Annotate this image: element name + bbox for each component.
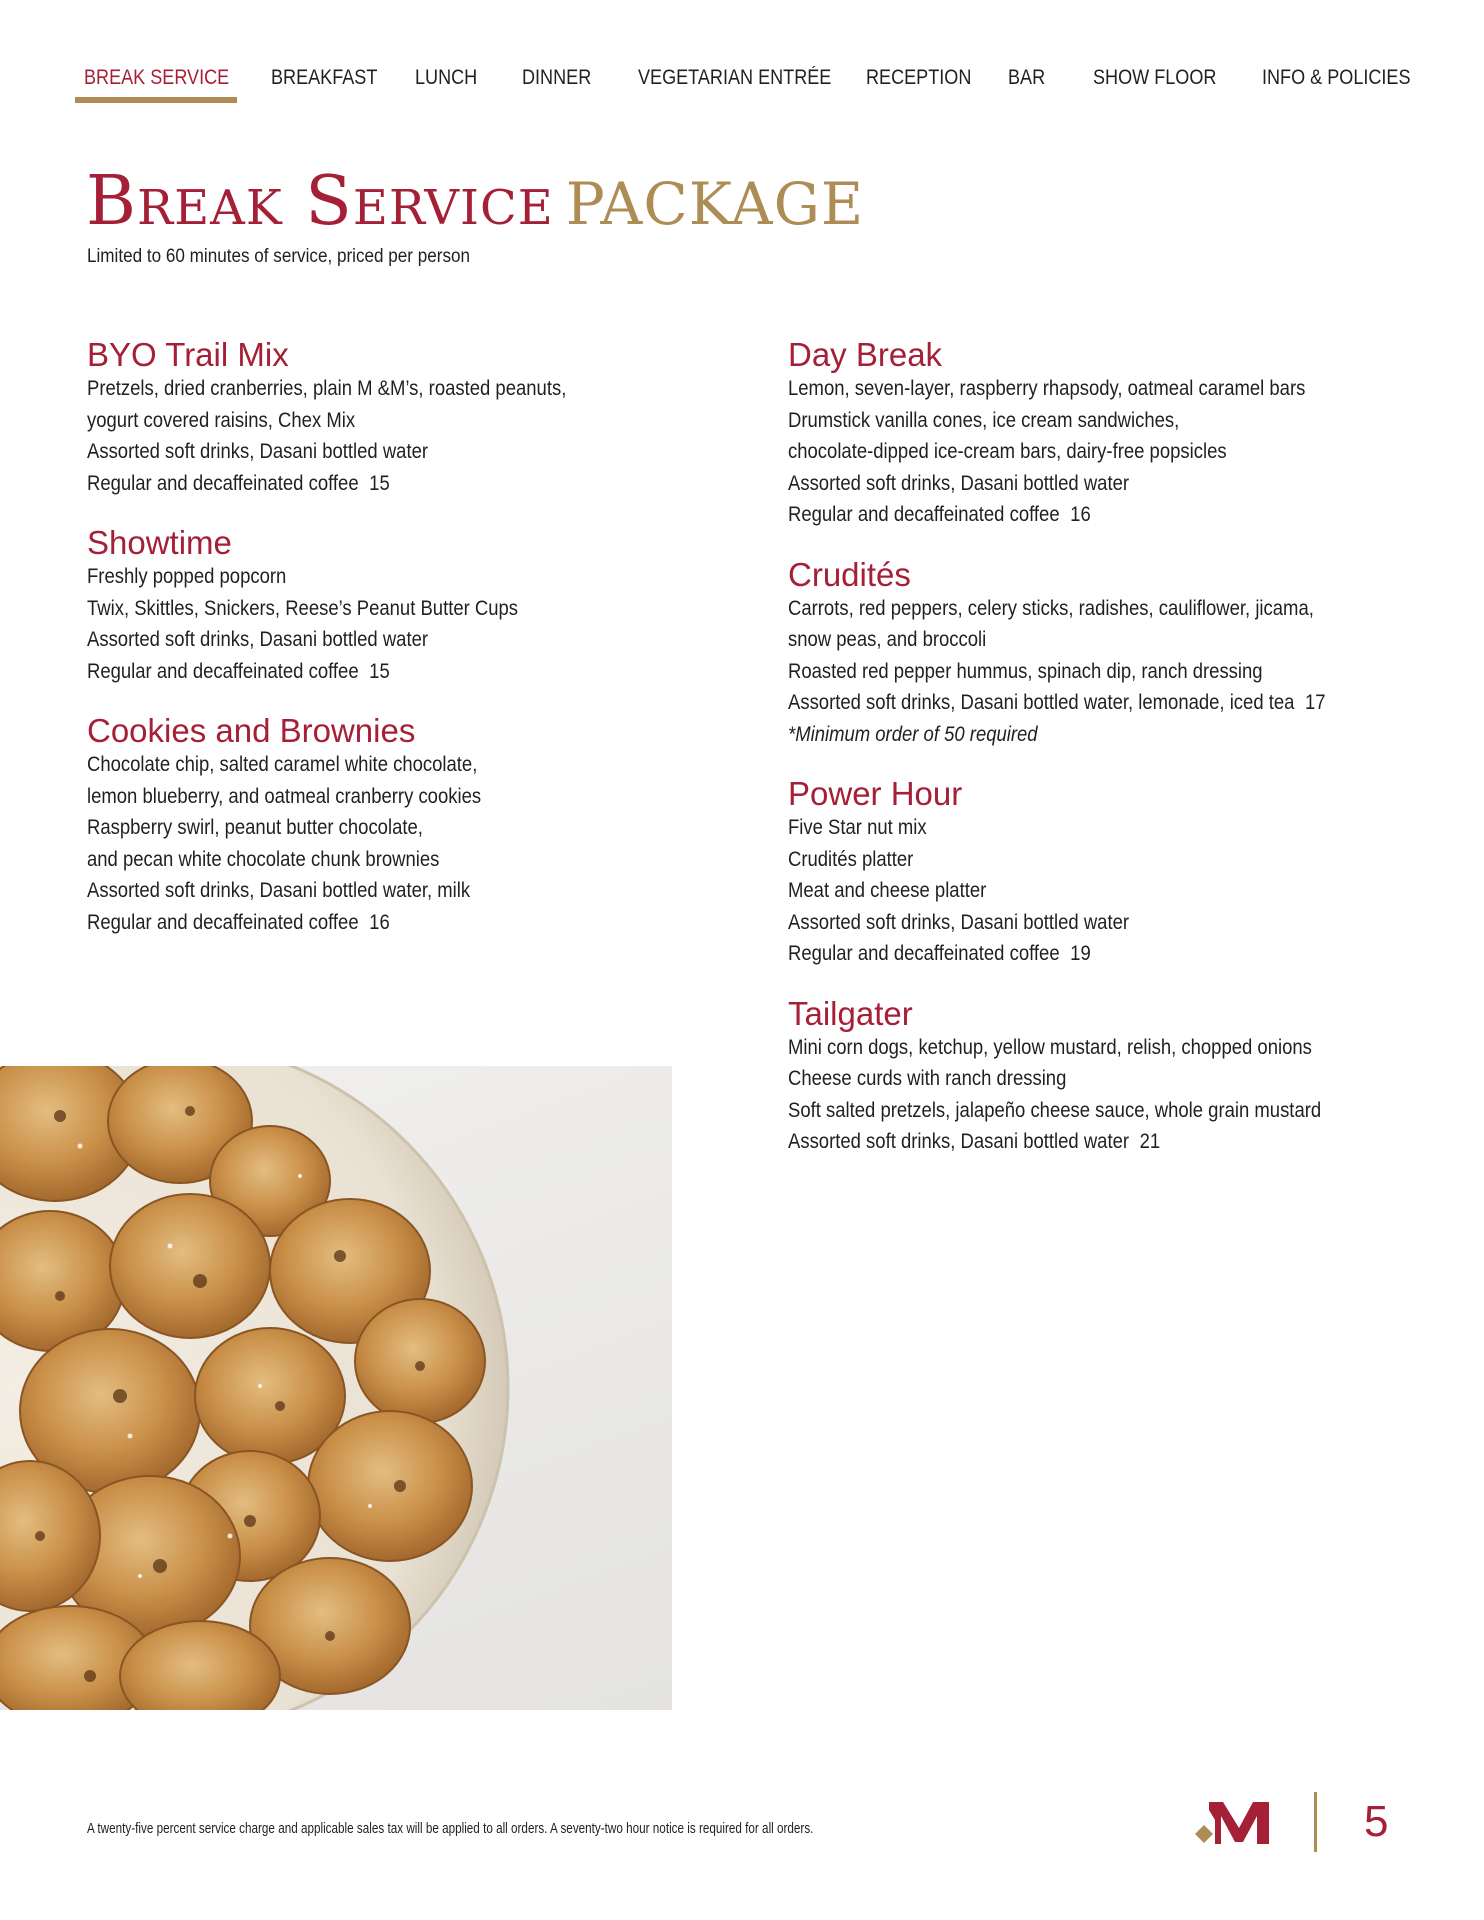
section-title: BYO Trail Mix [87, 336, 289, 373]
menu-line: Meat and cheese platter [788, 879, 987, 902]
price: 21 [1139, 1130, 1161, 1153]
price: 15 [369, 659, 390, 683]
menu-line: Raspberry swirl, peanut butter chocolate, [87, 816, 423, 839]
menu-line-with-price [788, 1126, 1369, 1158]
menu-section-power-hour [788, 773, 1448, 970]
menu-section-crudites [788, 554, 1448, 751]
minimum-order-note: *Minimum order of 50 required [788, 722, 1038, 746]
price: 16 [369, 910, 390, 934]
menu-section-showtime [87, 522, 727, 687]
menu-line-text: Regular and decaffeinated coffee [87, 659, 359, 683]
page-subtitle: Limited to 60 minutes of service, priced per person [87, 246, 471, 267]
nav-tab-breakfast[interactable]: BREAKFAST [271, 66, 378, 89]
menu-line: Chocolate chip, salted caramel white chocolate, [87, 753, 478, 776]
menu-line-with-price [788, 687, 1369, 719]
cookies-plate-illustration [0, 1066, 672, 1710]
nav-tab-reception[interactable]: RECEPTION [866, 66, 972, 89]
menu-line: Pretzels, dried cranberries, plain M &M’s, roasted peanuts, [87, 377, 567, 400]
menu-line-with-price [788, 499, 1369, 531]
menu-column-left [87, 334, 727, 961]
price: 19 [1070, 942, 1091, 965]
menu-line-with-price [87, 656, 650, 688]
page-number: 5 [1364, 1797, 1389, 1846]
price: 15 [369, 471, 390, 495]
nav-tab-break-service[interactable]: BREAK SERVICE [84, 66, 230, 89]
menu-line-text: Regular and decaffeinated coffee [87, 910, 359, 934]
nav-tab-bar[interactable]: BAR [1008, 66, 1046, 89]
page-title [86, 162, 864, 241]
section-title: Crudités [788, 555, 911, 593]
menu-line: Soft salted pretzels, jalapeño cheese sauce, whole grain mustard [788, 1098, 1322, 1122]
page-title-sub: PACKAGE [565, 170, 865, 238]
section-title: Showtime [87, 524, 232, 561]
menu-line: and pecan white chocolate chunk brownies [87, 847, 440, 871]
active-tab-indicator [75, 97, 237, 103]
nav-tab-lunch[interactable]: LUNCH [415, 66, 478, 89]
menu-line: Drumstick vanilla cones, ice cream sandwiches, [788, 408, 1180, 432]
menu-line: Roasted red pepper hummus, spinach dip, ranch dressing [788, 659, 1263, 683]
menu-line: Assorted soft drinks, Dasani bottled water [87, 628, 429, 651]
menu-line: Twix, Skittles, Snickers, Reese’s Peanut Butter Cups [87, 596, 519, 620]
page-title-main: Break Service [86, 162, 554, 241]
top-navigation [0, 62, 1484, 112]
menu-section-byo-trail-mix [87, 334, 727, 499]
menu-line: Five Star nut mix [788, 816, 927, 839]
nav-tab-info-policies[interactable]: INFO & POLICIES [1262, 66, 1411, 89]
menu-line-with-price [87, 907, 650, 939]
menu-line: Assorted soft drinks, Dasani bottled water, milk [87, 879, 471, 902]
menu-line: Lemon, seven-layer, raspberry rhapsody, oatmeal caramel bars [788, 377, 1306, 400]
menu-line: Freshly popped popcorn [87, 565, 287, 588]
marriott-m-logo-icon [1195, 1800, 1275, 1846]
menu-line-text: Assorted soft drinks, Dasani bottled water, lemonade, iced tea [788, 691, 1295, 714]
menu-line: lemon blueberry, and oatmeal cranberry cookies [87, 784, 482, 808]
menu-line-text: Assorted soft drinks, Dasani bottled water [788, 1130, 1130, 1153]
nav-tab-dinner[interactable]: DINNER [522, 66, 592, 89]
menu-line: chocolate-dipped ice-cream bars, dairy-free popsicles [788, 440, 1227, 463]
menu-line: Assorted soft drinks, Dasani bottled water [87, 440, 429, 463]
menu-section-day-break [788, 334, 1448, 531]
price: 16 [1070, 503, 1091, 526]
cookies-plate-image [0, 1066, 672, 1710]
nav-tab-show-floor[interactable]: SHOW FLOOR [1093, 66, 1217, 89]
menu-line: snow peas, and broccoli [788, 628, 987, 651]
menu-line: Mini corn dogs, ketchup, yellow mustard, relish, chopped onions [788, 1035, 1312, 1059]
menu-line: yogurt covered raisins, Chex Mix [87, 408, 356, 432]
menu-column-right [788, 334, 1448, 1181]
menu-line: Assorted soft drinks, Dasani bottled water [788, 910, 1130, 934]
section-title: Tailgater [788, 994, 913, 1032]
menu-line-text: Regular and decaffeinated coffee [788, 942, 1060, 965]
footer-disclaimer: A twenty-five percent service charge and applicable sales tax will be applied to all orders. A seventy-two hour notice is required for all orders. [87, 1820, 814, 1837]
price: 17 [1304, 691, 1326, 714]
menu-line-text: Regular and decaffeinated coffee [788, 503, 1060, 526]
footer-divider [1314, 1792, 1317, 1852]
menu-section-cookies-and-brownies [87, 710, 727, 938]
section-title: Cookies and Brownies [87, 712, 416, 749]
menu-line-text: Regular and decaffeinated coffee [87, 471, 359, 495]
section-title: Day Break [788, 336, 943, 373]
menu-line: Cheese curds with ranch dressing [788, 1067, 1067, 1090]
menu-line: Crudités platter [788, 847, 914, 871]
menu-line: Carrots, red peppers, celery sticks, radishes, cauliflower, jicama, [788, 596, 1314, 620]
nav-tab-vegetarian-entree[interactable]: VEGETARIAN ENTRÉE [638, 66, 832, 89]
menu-line-with-price [788, 938, 1369, 970]
menu-line-with-price [87, 468, 650, 500]
section-title: Power Hour [788, 775, 963, 812]
menu-line: Assorted soft drinks, Dasani bottled water [788, 471, 1130, 495]
menu-section-tailgater [788, 993, 1448, 1158]
